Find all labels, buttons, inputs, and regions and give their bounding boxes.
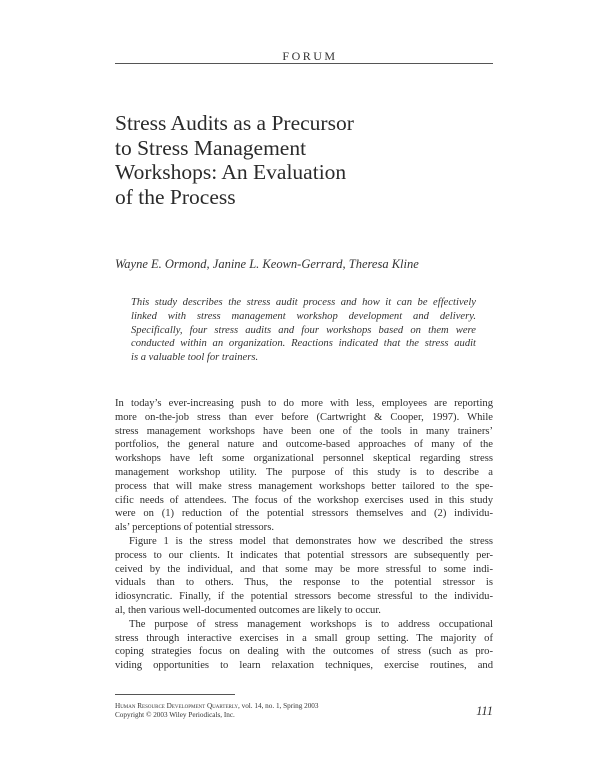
journal-name: Human Resource Development Quarterly bbox=[115, 702, 239, 710]
title-line: of the Process bbox=[115, 184, 236, 209]
abstract-line: This study describes the stress audit process and how it can be effectively bbox=[131, 297, 476, 308]
body-line: In today’s ever-increasing push to do more with less, employees are reporting bbox=[115, 398, 493, 409]
body-line: process that will make stress management workshops better tailored to the spe- bbox=[115, 480, 493, 492]
body-line: The purpose of stress management workshops is to address occupational bbox=[129, 618, 493, 630]
footer-divider bbox=[115, 694, 235, 695]
body-paragraph bbox=[115, 618, 493, 673]
body-line: idiosyncratic. Finally, if the potential stressors become stressful to the individu- bbox=[115, 591, 493, 603]
journal-citation bbox=[115, 702, 318, 710]
body-line: als’ perceptions of potential stressors. bbox=[115, 522, 274, 534]
author-list: Wayne E. Ormond, Janine L. Keown-Gerrard, Theresa Kline bbox=[115, 257, 419, 271]
abstract-line: Specifically, four stress audits and four workshops based on them were bbox=[131, 324, 476, 336]
body-line: ceived by the individual, and that some may be more stressful to some indi- bbox=[115, 563, 493, 575]
body-line: workshops have left some organizational personnel skeptical regarding stress bbox=[115, 453, 493, 465]
body-line: Figure 1 is the stress model that demonstrates how we described the stress bbox=[129, 535, 493, 547]
body-paragraph bbox=[115, 535, 493, 618]
title-line: Stress Audits as a Precursor bbox=[115, 111, 354, 135]
section-divider bbox=[115, 63, 493, 64]
body-line: were on (1) reduction of the potential stressors themselves and (2) individu- bbox=[115, 508, 493, 520]
title-line: Workshops: An Evaluation bbox=[115, 160, 347, 184]
body-line: process to our clients. It indicates that potential stressors are subsequently per- bbox=[115, 549, 493, 561]
page-number: 111 bbox=[476, 704, 493, 718]
abstract-line: conducted within an organization. Reactions indicated that the stress audit bbox=[131, 338, 476, 350]
section-label: FORUM bbox=[282, 49, 338, 63]
title-line: to Stress Management bbox=[115, 135, 307, 160]
abstract-line: is a valuable tool for trainers. bbox=[131, 352, 259, 364]
body-line: management workshop utility. The purpose of this study is to describe a bbox=[115, 466, 493, 478]
body-line: portfolios, the general nature and outcome-based approaches of many of the bbox=[115, 439, 493, 451]
article-title bbox=[115, 111, 435, 209]
body-line: stress through interactive exercises in a small group setting. The majority of bbox=[115, 632, 493, 644]
body-paragraph bbox=[115, 397, 493, 535]
abstract bbox=[131, 296, 476, 365]
body-line: more on-the-job stress than ever before (Cartwright & Cooper, 1997). While bbox=[115, 411, 493, 423]
body-text bbox=[115, 397, 493, 673]
abstract-line: linked with stress management workshop development and delivery. bbox=[131, 310, 476, 322]
copyright-notice: Copyright © 2003 Wiley Periodicals, Inc. bbox=[115, 711, 235, 719]
body-line: al, then various well-documented outcomes are likely to occur. bbox=[115, 604, 381, 616]
body-line: coping strategies focus on dealing with the outcomes of stress (such as pro- bbox=[115, 646, 493, 658]
journal-details: , vol. 14, no. 1, Spring 2003 bbox=[238, 702, 319, 710]
body-line: viduals than to others. Thus, the response to the potential stressor is bbox=[115, 577, 493, 589]
body-line: cific needs of attendees. The focus of the workshop exercises used in this study bbox=[115, 494, 493, 506]
body-line: stress management workshops have been one of the tools in many trainers’ bbox=[115, 425, 493, 437]
body-line: viding opportunities to learn relaxation techniques, exercise routines, and bbox=[115, 660, 493, 672]
